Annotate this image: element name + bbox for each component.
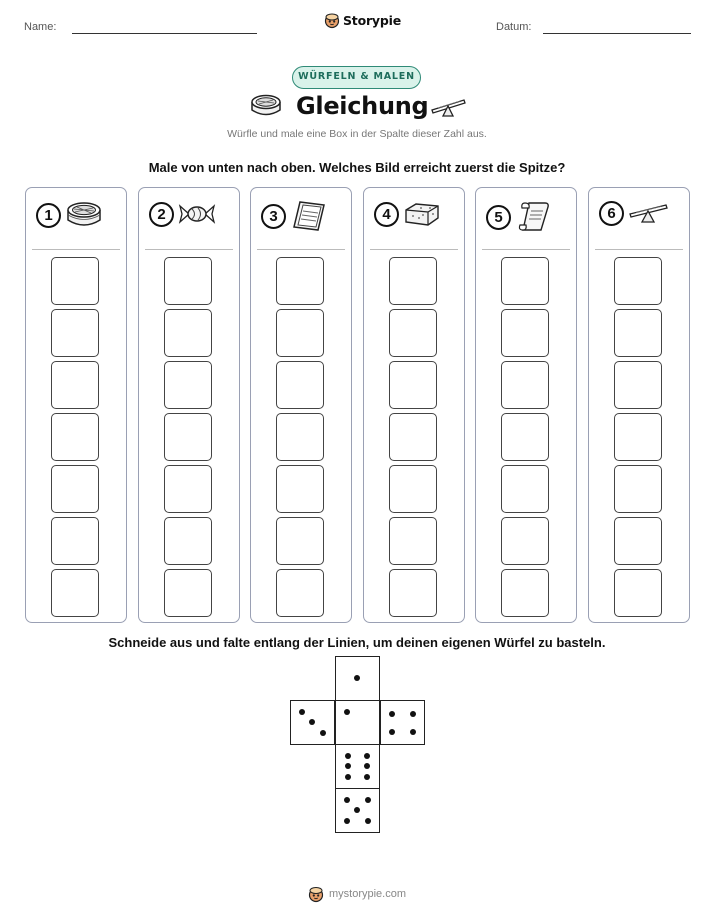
- pip: [389, 711, 395, 717]
- column-header: [599, 200, 668, 226]
- color-box[interactable]: [389, 569, 437, 617]
- column-header: [261, 200, 328, 232]
- color-box[interactable]: [164, 309, 212, 357]
- color-box[interactable]: [501, 361, 549, 409]
- pip: [345, 753, 351, 759]
- color-box[interactable]: [276, 569, 324, 617]
- instruction-text: Male von unten nach oben. Welches Bild erreicht zuerst die Spitze?: [148, 160, 566, 175]
- pip: [389, 729, 395, 735]
- die-face-4: [380, 700, 425, 745]
- pip: [364, 774, 370, 780]
- color-box[interactable]: [276, 517, 324, 565]
- color-box[interactable]: [51, 517, 99, 565]
- number-circle: 3: [261, 204, 286, 229]
- color-box[interactable]: [276, 257, 324, 305]
- color-box[interactable]: [614, 465, 662, 513]
- color-box[interactable]: [614, 257, 662, 305]
- pip: [354, 807, 360, 813]
- number-circle: 1: [36, 203, 61, 228]
- name-label: Name:: [24, 21, 57, 33]
- date-line[interactable]: [543, 33, 691, 34]
- pip: [410, 729, 416, 735]
- color-box[interactable]: [614, 569, 662, 617]
- color-box[interactable]: [501, 517, 549, 565]
- color-box[interactable]: [276, 465, 324, 513]
- die-face-6: [335, 744, 380, 789]
- pip: [345, 763, 351, 769]
- pip: [364, 753, 370, 759]
- color-box[interactable]: [164, 517, 212, 565]
- color-box[interactable]: [51, 569, 99, 617]
- color-box[interactable]: [164, 465, 212, 513]
- color-box[interactable]: [614, 517, 662, 565]
- die-face-3: [290, 700, 335, 745]
- color-box[interactable]: [164, 361, 212, 409]
- number-circle: 6: [599, 201, 624, 226]
- pip: [354, 675, 360, 681]
- color-box[interactable]: [501, 309, 549, 357]
- number-circle: 5: [486, 205, 511, 230]
- tin-can-icon: [250, 93, 282, 124]
- number-circle: 4: [374, 202, 399, 227]
- pip: [365, 818, 371, 824]
- seesaw-icon: [628, 200, 668, 226]
- cut-instruction: Schneide aus und falte entlang der Linien, um deinen eigenen Würfel zu basteln.: [108, 635, 606, 650]
- footer-link[interactable]: mystorypie.com: [329, 888, 407, 900]
- pip: [345, 774, 351, 780]
- column-2: [138, 187, 240, 623]
- name-line[interactable]: [72, 33, 257, 34]
- sponge-block-icon: [403, 200, 441, 228]
- pip: [320, 730, 326, 736]
- footer: [308, 885, 406, 903]
- color-box[interactable]: [164, 569, 212, 617]
- color-box[interactable]: [51, 465, 99, 513]
- color-box[interactable]: [501, 413, 549, 461]
- column-4: [363, 187, 465, 623]
- column-1: [25, 187, 127, 623]
- color-box[interactable]: [51, 413, 99, 461]
- pip: [410, 711, 416, 717]
- column-6: [588, 187, 690, 623]
- color-box[interactable]: [389, 309, 437, 357]
- color-box[interactable]: [389, 517, 437, 565]
- color-box[interactable]: [614, 413, 662, 461]
- pip: [299, 709, 305, 715]
- die-face-1: [335, 700, 380, 745]
- color-box[interactable]: [51, 257, 99, 305]
- column-header: [36, 200, 103, 230]
- color-box[interactable]: [51, 361, 99, 409]
- column-5: [475, 187, 577, 623]
- candy-icon: [178, 200, 216, 228]
- notepad-icon: [290, 200, 328, 232]
- tin-can-icon: [65, 200, 103, 230]
- page-title: Gleichung: [296, 92, 429, 120]
- color-box[interactable]: [501, 257, 549, 305]
- color-box[interactable]: [51, 309, 99, 357]
- date-label: Datum:: [496, 21, 532, 33]
- column-header: [374, 200, 441, 228]
- pie-mascot-icon: [308, 885, 324, 903]
- color-box[interactable]: [164, 257, 212, 305]
- pip: [309, 719, 315, 725]
- color-box[interactable]: [164, 413, 212, 461]
- color-box[interactable]: [614, 361, 662, 409]
- brand-name: Storypie: [343, 13, 401, 28]
- color-box[interactable]: [276, 309, 324, 357]
- activity-badge: WÜRFELN & MALEN: [292, 66, 421, 89]
- color-box[interactable]: [389, 465, 437, 513]
- seesaw-icon: [430, 96, 466, 123]
- pip: [344, 709, 350, 715]
- color-box[interactable]: [389, 257, 437, 305]
- subtitle: Würfle und male eine Box in der Spalte dieser Zahl aus.: [227, 128, 487, 140]
- color-box[interactable]: [501, 465, 549, 513]
- pie-mascot-icon: [324, 12, 340, 29]
- pip: [364, 763, 370, 769]
- pip: [344, 818, 350, 824]
- die-face-5: [335, 788, 380, 833]
- column-header: [486, 200, 553, 234]
- brand-logo: [324, 12, 401, 29]
- pip: [365, 797, 371, 803]
- color-box[interactable]: [276, 413, 324, 461]
- die-face-1: [335, 656, 380, 701]
- color-box[interactable]: [389, 361, 437, 409]
- color-box[interactable]: [276, 361, 324, 409]
- column-header: [149, 200, 216, 228]
- number-circle: 2: [149, 202, 174, 227]
- pip: [344, 797, 350, 803]
- column-3: [250, 187, 352, 623]
- color-box[interactable]: [614, 309, 662, 357]
- scroll-icon: [515, 200, 553, 234]
- color-box[interactable]: [389, 413, 437, 461]
- color-box[interactable]: [501, 569, 549, 617]
